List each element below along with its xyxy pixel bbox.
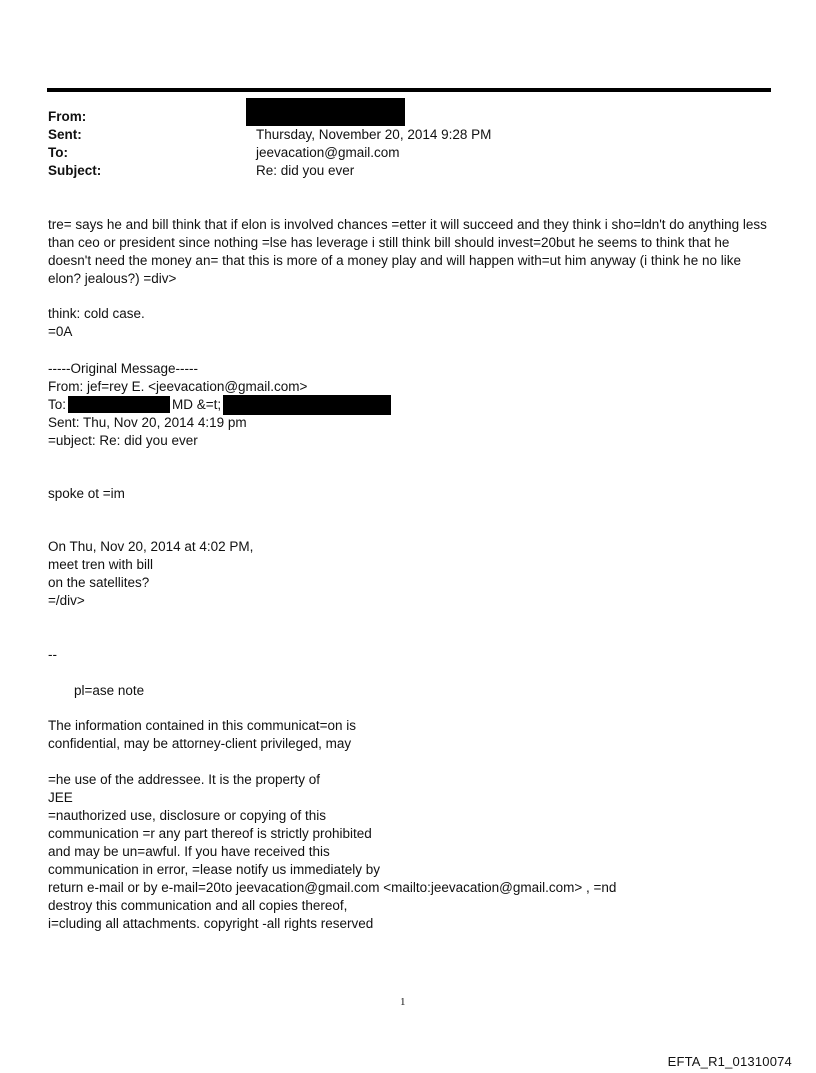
disclaimer-line: communication in error, =lease notify us immediately by (48, 862, 381, 877)
to-redaction-2 (223, 395, 391, 415)
body-line: tre= says he and bill think that if elon is involved chances =etter it will succeed and they think i sho=ldn't do anything less (48, 217, 767, 232)
sent-label: Sent: (48, 127, 82, 142)
disclaimer-line: destroy this communication and all copies thereof, (48, 898, 348, 913)
from-redaction (246, 98, 405, 126)
original-sent: Sent: Thu, Nov 20, 2014 4:19 pm (48, 415, 247, 430)
original-to-prefix: To: (48, 397, 67, 412)
quote-line: On Thu, Nov 20, 2014 at 4:02 PM, (48, 539, 254, 554)
to-redaction-1 (68, 396, 170, 413)
sent-value: Thursday, November 20, 2014 9:28 PM (256, 127, 492, 142)
header-rule (47, 88, 771, 92)
original-to-middle: MD &=t; (172, 397, 222, 412)
body-line: spoke ot =im (48, 486, 125, 501)
disclaimer-line: return e-mail or by e-mail=20to jeevacation@gmail.com <mailto:jeevacation@gmail.com> , =nd (48, 880, 617, 895)
bates-number: EFTA_R1_01310074 (667, 1054, 792, 1069)
disclaimer-line: The information contained in this communicat=on is (48, 718, 357, 733)
body-line: =0A (48, 324, 73, 339)
to-value: jeevacation@gmail.com (256, 145, 400, 160)
original-subject: =ubject: Re: did you ever (48, 433, 198, 448)
subject-label: Subject: (48, 163, 102, 178)
disclaimer-line: communication =r any part thereof is strictly prohibited (48, 826, 372, 841)
from-label: From: (48, 109, 87, 124)
original-message-heading: -----Original Message----- (48, 361, 199, 376)
subject-value: Re: did you ever (256, 163, 355, 178)
disclaimer-line: and may be un=awful. If you have received this (48, 844, 330, 859)
original-from: From: jef=rey E. <jeevacation@gmail.com> (48, 379, 308, 394)
please-note: pl=ase note (74, 683, 145, 698)
body-line: elon? jealous?) =div> (48, 271, 177, 286)
disclaimer-line: confidential, may be attorney-client privileged, may (48, 736, 352, 751)
disclaimer-line: =nauthorized use, disclosure or copying of this (48, 808, 327, 823)
body-line: doesn't need the money an= that this is more of a money play and will happen with=ut him anyway (i think he no like (48, 253, 741, 268)
quote-line: =/div> (48, 593, 85, 608)
body-line: than ceo or president since nothing =lse has leverage i still think bill should invest=20but he seems to think that he (48, 235, 730, 250)
disclaimer-line: i=cluding all attachments. copyright -all rights reserved (48, 916, 374, 931)
quote-line: on the satellites? (48, 575, 150, 590)
page-number: 1 (400, 996, 406, 1008)
disclaimer-line: JEE (48, 790, 73, 805)
quote-line: meet tren with bill (48, 557, 154, 572)
signature-separator: -- (48, 647, 57, 662)
body-line: think: cold case. (48, 306, 145, 321)
disclaimer-line: =he use of the addressee. It is the property of (48, 772, 321, 787)
to-label: To: (48, 145, 68, 160)
